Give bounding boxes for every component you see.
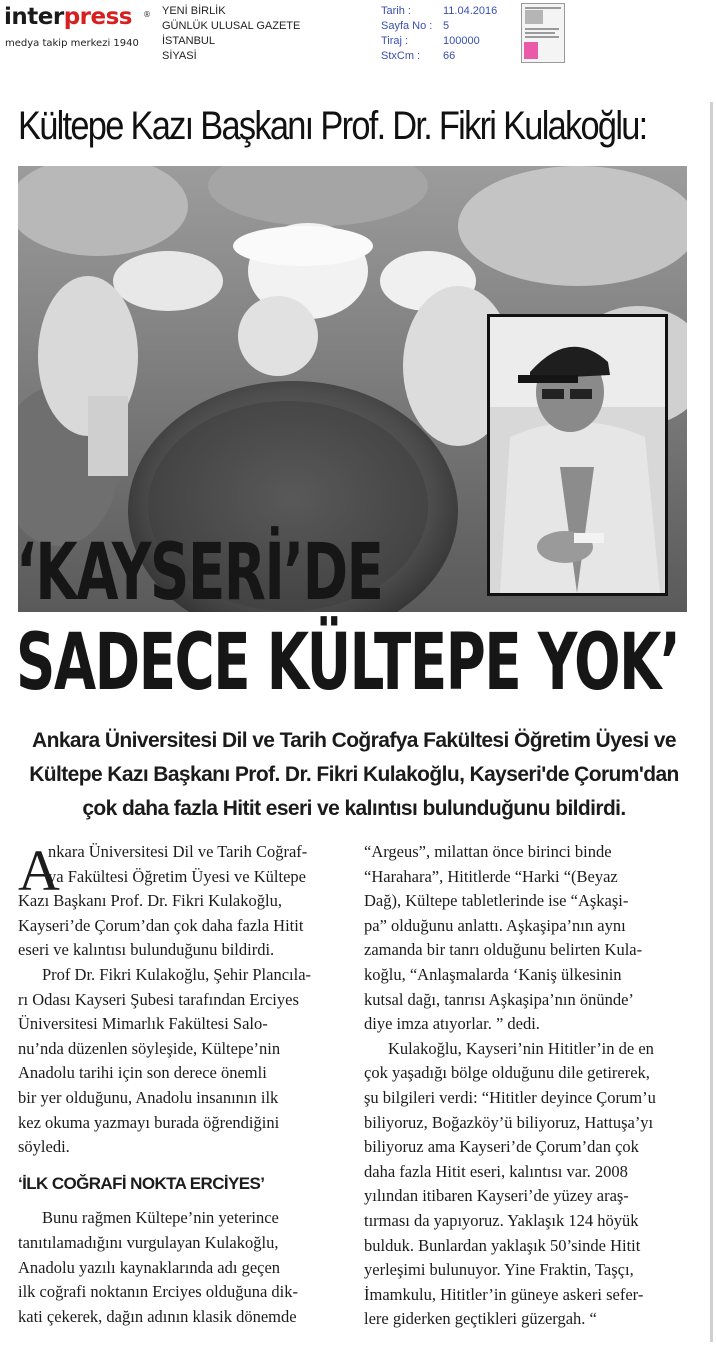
- paragraph-5: [364, 1037, 694, 1332]
- logo-tagline: medya takip merkezi 1940: [5, 38, 139, 49]
- paragraph-4: [364, 840, 694, 1037]
- page-thumbnail: [521, 3, 565, 63]
- text-line: lere giderken geçtikleri güzergah. “: [364, 1309, 597, 1329]
- text-line: “Harahara”, Hititlerde “Harki “(Beyaz: [364, 866, 618, 886]
- text-line: nkara Üniversitesi Dil ve Tarih Coğraf-: [48, 842, 308, 861]
- text-line: bir yer olduğunu, Anadolu insanının ilk: [18, 1087, 279, 1107]
- lead-paragraph: [18, 724, 690, 826]
- meta-row-stxcm: StxCm : 66: [381, 50, 456, 62]
- text-line: Anadolu tarihi için son derece önemli: [18, 1063, 267, 1083]
- publication-type: GÜNLÜK ULUSAL GAZETE: [162, 20, 301, 32]
- text-line: diye imza atıyorlar. ” dedi.: [364, 1014, 540, 1034]
- lead-line: Ankara Üniversitesi Dil ve Tarih Coğrafya Fakültesi Öğretim Üyesi ve: [32, 729, 676, 752]
- text-line: Üniversitesi Mimarlık Fakültesi Salo-: [18, 1014, 268, 1034]
- meta-row-circulation: Tiraj : 100000: [381, 35, 480, 47]
- text-line: İmamkulu, Hititler’in güneye askeri sefer-: [364, 1284, 644, 1304]
- lead-line: çok daha fazla Hitit eseri ve kalıntısı bulunduğunu bildirdi.: [82, 797, 626, 820]
- lead-line: Kültepe Kazı Başkanı Prof. Dr. Fikri Kulakoğlu, Kayseri'de Çorum'dan: [29, 763, 679, 786]
- text-line: Kazı Başkanı Prof. Dr. Fikri Kulakoğlu,: [18, 891, 282, 911]
- clipping-header: [0, 0, 716, 70]
- text-line: Bunu rağmen Kültepe’nin yeterince: [42, 1208, 279, 1228]
- text-line: biliyoruz ama Kayseri’de Çorum’dan çok: [364, 1137, 639, 1157]
- headline-line-2: SADECE KÜLTEPE YOK’: [16, 618, 680, 708]
- text-line: şu bilgileri verdi: “Hititler deyince Çorum’u: [364, 1087, 656, 1107]
- body-column-right: [364, 840, 694, 1332]
- text-line: Kayseri’de Çorum’dan çok daha fazla Hitit: [18, 915, 304, 935]
- publication-name: YENİ BİRLİK: [162, 5, 226, 17]
- publication-city: İSTANBUL: [162, 35, 215, 47]
- portrait-inset-photo: [487, 314, 668, 596]
- drop-cap: A: [18, 838, 60, 903]
- text-line: Kulakoğlu, Kayseri’nin Hititler’in de en: [388, 1038, 654, 1058]
- text-line: yerleşimi bulunuyor. Yine Fraktin, Taşçı,: [364, 1260, 634, 1280]
- paragraph-2: [18, 963, 338, 1160]
- text-line: kutsal dağı, tanrısı Aşkaşipa’nın önünde’: [364, 989, 634, 1009]
- text-line: tanıtılamadığını vurgulayan Kulakoğlu,: [18, 1232, 279, 1252]
- publication-category: SİYASİ: [162, 50, 197, 62]
- text-line: rı Odası Kayseri Şubesi tarafından Erciyes: [18, 989, 299, 1009]
- text-line: kez okuma yazmayı burada öğrendiğini: [18, 1112, 280, 1132]
- clipping-meta: [381, 4, 497, 64]
- text-line: çok yaşadığı bölge olduğunu dile getirerek,: [364, 1063, 650, 1083]
- text-line: pa” olduğunu anlattı. Aşkaşipa’nın aynı: [364, 915, 626, 935]
- section-subhead: ‘İLK COĞRAFİ NOKTA ERCİYES’: [18, 1173, 265, 1193]
- text-line: yılından itibaren Kayseri’de yüzey araş-: [364, 1186, 629, 1206]
- text-line: koğlu, “Anlaşmalarda ‘Kaniş ülkesinin: [364, 964, 622, 984]
- text-line: Prof Dr. Fikri Kulakoğlu, Şehir Plancıla-: [42, 964, 312, 984]
- text-line: biliyoruz, Boğazköy’ü biliyoruz, Hattuşa’yı: [364, 1112, 654, 1132]
- body-column-left: [18, 840, 338, 1329]
- text-line: bulduk. Bunlardan yaklaşık 50’sinde Hitit: [364, 1235, 641, 1255]
- registered-mark: ®: [143, 10, 151, 19]
- text-line: zamanda bir tanrı olduğunu belirten Kula-: [364, 940, 643, 960]
- text-line: ya Fakültesi Öğretim Üyesi ve Kültepe: [48, 866, 306, 886]
- text-line: eseri ve kalıntısı bulunduğunu bildirdi.: [18, 940, 275, 960]
- meta-row-date: Tarih : 11.04.2016: [381, 5, 498, 17]
- article-kicker: Kültepe Kazı Başkanı Prof. Dr. Fikri Kulakoğlu:: [18, 104, 647, 148]
- paragraph-3: [18, 1206, 338, 1329]
- text-line: Dağ), Kültepe tabletlerinde ise “Aşkaşi-: [364, 891, 629, 911]
- text-line: Anadolu yazılı kaynaklarında adı geçen: [18, 1257, 281, 1277]
- text-line: tırması da yapıyoruz. Yaklaşık 124 höyük: [364, 1210, 639, 1230]
- headline-line-1: ‘KAYSERİ’DE: [16, 528, 383, 618]
- paragraph-intro: [18, 840, 338, 963]
- text-line: “Argeus”, milattan önce birinci binde: [364, 842, 612, 861]
- text-line: söyledi.: [18, 1137, 70, 1157]
- interpress-logo: [4, 4, 150, 50]
- text-line: nu’nda düzenlen söyleşide, Kültepe’nin: [18, 1038, 281, 1058]
- meta-row-page: Sayfa No : 5: [381, 20, 450, 32]
- text-line: daha fazla Hitit eseri, kalıntısı var. 2008: [364, 1161, 628, 1181]
- publication-info: [162, 4, 300, 64]
- text-line: ilk coğrafi noktanın Erciyes olduğuna dik-: [18, 1282, 298, 1302]
- text-line: kati çekerek, dağın adının klasik dönemde: [18, 1306, 297, 1326]
- logo-wordmark: interpress: [4, 4, 132, 30]
- page-edge-line: [710, 102, 713, 1342]
